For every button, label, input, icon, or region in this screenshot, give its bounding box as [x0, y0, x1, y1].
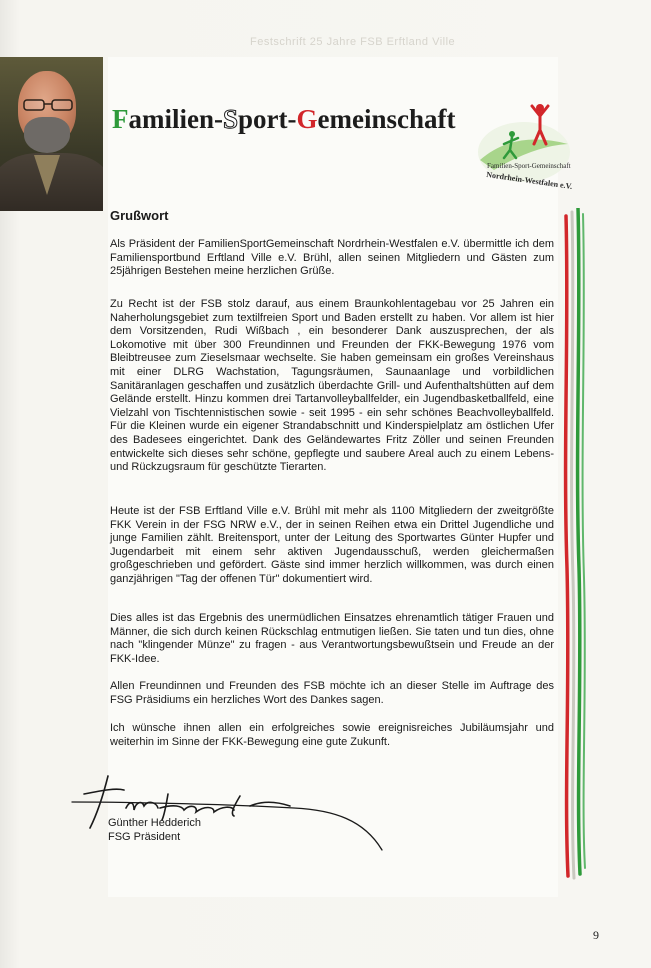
paragraph: Ich wünsche ihnen allen ein erfolgreiches sowie ereignisreiches Jubiläumsjahr und weiterhin im Sinne der FKK-Bewegung eine gute Zukunft. — [110, 722, 554, 748]
signer-block — [108, 817, 201, 844]
signer-name: Günther Hedderich — [108, 817, 201, 829]
portrait-photo — [0, 57, 103, 211]
decorative-stripes — [560, 208, 590, 882]
logo-caption-line2: Nordrhein-Westfalen e.V. — [485, 170, 573, 191]
paragraph: Allen Freundinnen und Freunden des FSB möchte ich an dieser Stelle im Auftrage des FSG Präsidiums ein herzliches Wort des Dankes sagen. — [110, 680, 554, 706]
section-heading: Grußwort — [110, 208, 169, 223]
paragraph: Zu Recht ist der FSB stolz darauf, aus einem Braunkohlentagebau vor 25 Jahren ein Naherholungsgebiet zum textilfreien Sport und Baden erstellt zu haben. Vor allem ist hier dem Vorsitzenden, Rudi Wißbach , ein besonderer Dank auszusprechen, der als Lokomotive mit über 300 Freundinnen und Freunden der FKK-Bewegung 1976 vom Bleibtreusee zum Zieselsmaar wechselte. Sie haben gemeinsam ein großes Vereinshaus mit einer DLRG Wachstation, Tagungsräumen, Saunaanlage und vorbildlichen Sanitäranlagen geschaffen und zusätzlich überdachte Grill- und Aufenthaltshütten auf dem Gelände erstellt. Hinzu kommen drei Tartanvolleyballfelder, ein Jugendbasketballfeld, eine Vielzahl von Tischtennistischen sowie - seit 1995 - ein sehr schönes Beachvolleyballfeld. Für die Kleinen wurde ein eigener Strandabschnitt und Kinderspielplatz am östlichen Ufer des Badesees eingerichtet. Dank des Geländewartes Fritz Zöller und seinen Freunden entwickelte sich dieses sehr schöne, gepflegte und saubere Areal auch zu einem Lebens- und Rückzugsraum für geschützte Tierarten. — [110, 298, 554, 474]
paragraph: Heute ist der FSB Erftland Ville e.V. Brühl mit mehr als 1100 Mitgliedern der zweitgrößte FKK Verein in der FSG NRW e.V., der in seinen Reihen etwa ein Drittel Jugendliche und junge Familien zählt. Breitensport, unter der Leitung des Sportwartes Günter Hupfer und Jugendarbeit mit einem sehr aktiven Jugendausschuß, werden gleichermaßen großgeschrieben und gefördert. Gäste sind immer herzlich willkommen, was durch einen ganzjährigen "Tag der offenen Tür" dokumentiert wird. — [110, 505, 554, 585]
page-title: Familien-Sport-Gemeinschaft — [112, 104, 456, 134]
logo-caption-line1: Familien-Sport-Gemeinschaft — [487, 162, 571, 170]
paragraph: Dies alles ist das Ergebnis des unermüdlichen Einsatzes ehrenamtlich tätiger Frauen und Männer, die sich durch keinen Rückschlag entmutigen ließen. Sie taten und tun dies, ohne nach "klingender Münze" zu fragen - aus Verantwortungsbewußtsein und Freude an der FKK-Idee. — [110, 612, 554, 665]
bleed-through-text: Festschrift 25 Jahre FSB Erftland Ville — [250, 36, 456, 48]
signer-role: FSG Präsident — [108, 830, 181, 843]
paragraph: Als Präsident der FamilienSportGemeinschaft Nordrhein-Westfalen e.V. übermittle ich dem Familiensportbund Erftland Ville e.V. Brühl, allen seinen Mitgliedern und Gästen zum 25jährigen Bestehen meine herzlichen Grüße. — [110, 238, 554, 278]
page-number: 9 — [593, 928, 599, 942]
